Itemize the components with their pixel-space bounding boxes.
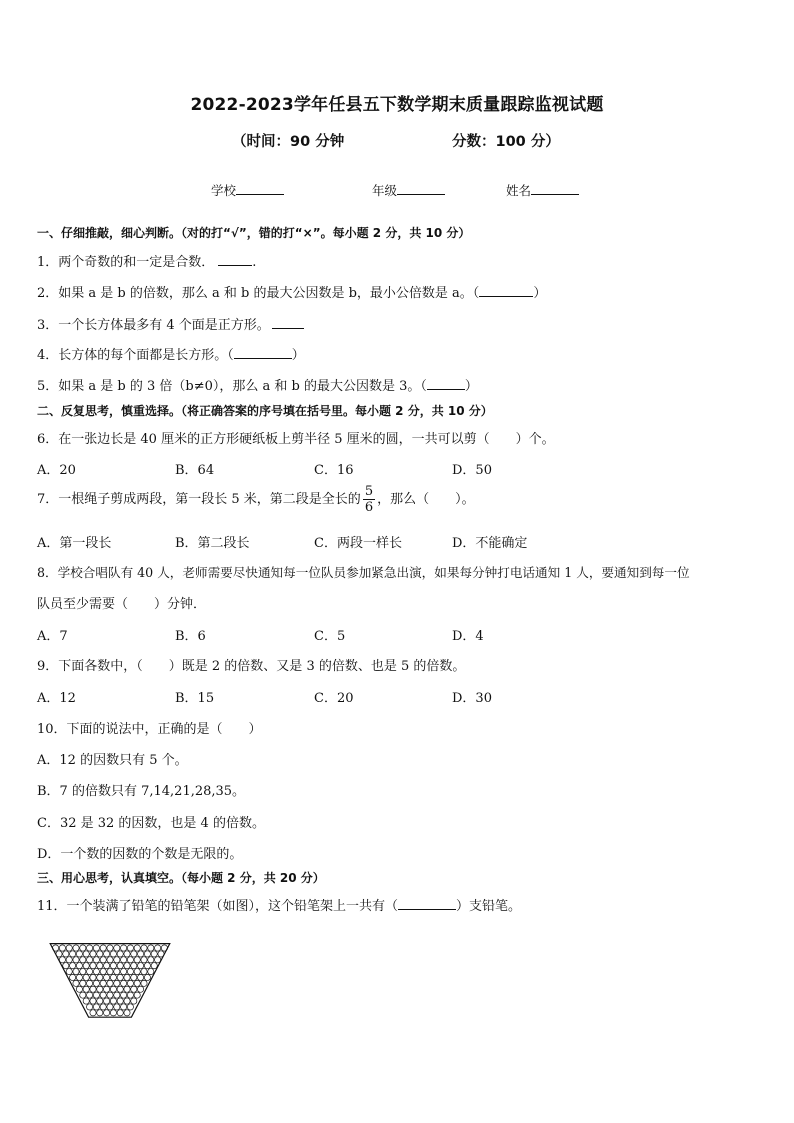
question-2-end: ）: [533, 286, 547, 301]
question-4-end: ）: [291, 348, 305, 363]
section-3-heading: 三、用心思考，认真填空。（每小题 2 分，共 20 分）: [37, 871, 325, 885]
pencil-circle: [83, 986, 89, 992]
question-2-text: 2．如果 a 是 b 的倍数，那么 a 和 b 的最大公因数是 b，最小公倍数是 a。（: [37, 286, 480, 301]
pencil-circle: [138, 974, 144, 980]
question-5-end: ）: [464, 379, 478, 394]
question-9-option-a: A．12: [37, 691, 76, 706]
pencil-circle: [114, 980, 120, 986]
pencil-circle: [97, 951, 103, 957]
question-1: [37, 251, 256, 270]
pencil-circle: [70, 974, 76, 980]
pencil-circle: [63, 951, 69, 957]
pencil-circle: [127, 957, 133, 963]
pencil-circle: [134, 945, 140, 951]
pencil-circle: [141, 968, 147, 974]
pencil-circle: [148, 968, 154, 974]
pencil-circle: [107, 968, 113, 974]
school-blank: [236, 182, 284, 195]
pencil-circle: [100, 957, 106, 963]
pencil-circle: [104, 974, 110, 980]
pencil-circle: [127, 980, 133, 986]
pencil-circle: [87, 957, 93, 963]
question-9: 9．下面各数中，（ ）既是 2 的倍数、又是 3 的倍数、也是 5 的倍数。: [37, 659, 466, 674]
pencil-circle: [117, 963, 123, 969]
pencil-circle: [141, 945, 147, 951]
pencil-circle: [63, 963, 69, 969]
pencil-circle: [93, 957, 99, 963]
pencil-circle: [66, 945, 72, 951]
pencil-circle: [73, 957, 79, 963]
pencil-circle: [104, 998, 110, 1004]
pencil-circle: [97, 998, 103, 1004]
pencil-circle: [66, 968, 72, 974]
question-7-option-b: B．第二段长: [175, 536, 250, 551]
pencil-circle: [124, 986, 130, 992]
pencil-circle: [131, 963, 137, 969]
question-4: [37, 344, 305, 363]
question-8-option-b: B．6: [175, 629, 206, 644]
pencil-circle: [80, 945, 86, 951]
question-1-text: 1．两个奇数的和一定是合数．: [37, 255, 215, 270]
pencil-circle: [110, 998, 116, 1004]
exam-time: （时间：90 分钟: [232, 134, 345, 150]
pencil-circle: [76, 974, 82, 980]
question-11: [37, 895, 521, 914]
pencil-circle: [97, 974, 103, 980]
pencil-circle: [131, 951, 137, 957]
pencil-circle: [134, 992, 140, 998]
section-1-heading: 一、仔细推敲，细心判断。（对的打“√”，错的打“×”。每小题 2 分，共 10 分）: [37, 226, 471, 240]
pencil-circle: [121, 980, 127, 986]
pencil-circle: [104, 986, 110, 992]
pencil-circle: [138, 963, 144, 969]
pencil-circle: [70, 963, 76, 969]
pencil-circle: [97, 963, 103, 969]
pencil-circle: [83, 998, 89, 1004]
pencil-circle: [59, 945, 65, 951]
pencil-circle: [76, 951, 82, 957]
question-8-option-a: A．7: [37, 629, 68, 644]
pencil-circle: [100, 945, 106, 951]
pencil-circle: [148, 945, 154, 951]
question-9-option-b: B．15: [175, 691, 215, 706]
question-8-option-d: D．4: [452, 629, 484, 644]
pencil-circle: [117, 951, 123, 957]
pencil-circle: [121, 1004, 127, 1010]
pencil-circle: [114, 957, 120, 963]
question-4-text: 4．长方体的每个面都是长方形。（: [37, 348, 234, 363]
pencil-circle: [134, 968, 140, 974]
pencil-circle: [124, 963, 130, 969]
question-9-option-c: C．20: [314, 691, 354, 706]
pencil-circle: [148, 957, 154, 963]
pencil-circle: [90, 986, 96, 992]
pencil-circle: [121, 945, 127, 951]
pencil-circle: [104, 963, 110, 969]
name-label: 姓名: [506, 183, 532, 198]
pencil-circle: [93, 992, 99, 998]
pencil-circle: [107, 1004, 113, 1010]
pencil-circle: [117, 1010, 123, 1016]
pencil-circle: [104, 1010, 110, 1016]
pencil-circle: [93, 945, 99, 951]
question-5-text: 5．如果 a 是 b 的 3 倍（b≠0），那么 a 和 b 的最大公因数是 3。（: [37, 379, 427, 394]
pencil-circle: [134, 957, 140, 963]
question-7-option-c: C．两段一样长: [314, 536, 402, 551]
answer-blank: [427, 377, 465, 390]
pencil-circle: [124, 974, 130, 980]
question-8-line-1: 8．学校合唱队有 40 人，老师需要尽快通知每一位队员参加紧急出演，如果每分钟打电话通知 1 人，要通知到每一位: [37, 565, 690, 580]
fraction-denominator: 6: [364, 500, 374, 515]
pencil-circle: [87, 980, 93, 986]
pencil-circle: [87, 992, 93, 998]
pencil-circle: [110, 986, 116, 992]
pencil-circle: [121, 992, 127, 998]
pencil-circle: [87, 968, 93, 974]
pencil-circle: [155, 945, 161, 951]
question-3-text: 3．一个长方体最多有 4 个面是正方形。: [37, 318, 270, 333]
question-5: [37, 375, 478, 394]
pencil-circle: [144, 974, 150, 980]
pencil-circle: [107, 980, 113, 986]
pencil-circle: [93, 968, 99, 974]
question-6-option-d: D．50: [452, 463, 492, 478]
page-title: 2022-2023学年任县五下数学期末质量跟踪监视试题: [190, 95, 604, 115]
pencil-circle: [107, 957, 113, 963]
pencil-circle: [90, 1010, 96, 1016]
question-8-option-c: C．5: [314, 629, 346, 644]
question-7-option-d: D．不能确定: [452, 536, 528, 551]
pencil-circle: [107, 945, 113, 951]
question-6-option-a: A．20: [37, 463, 76, 478]
pencil-circle: [83, 951, 89, 957]
pencil-circle: [134, 980, 140, 986]
pencil-circle: [100, 1004, 106, 1010]
question-10: 10．下面的说法中，正确的是（ ）: [37, 722, 262, 737]
question-7-end: ，那么（ ）。: [377, 492, 475, 507]
pencil-circle: [151, 963, 157, 969]
grade-field: [372, 181, 445, 199]
question-6: 6．在一张边长是 40 厘米的正方形硬纸板上剪半径 5 厘米的圆，一共可以剪（ ）个。: [37, 432, 555, 447]
pencil-circle: [83, 963, 89, 969]
name-blank: [531, 182, 579, 195]
pencil-circle: [117, 974, 123, 980]
question-11-text: 11．一个装满了铅笔的铅笔架（如图），这个铅笔架上一共有（: [37, 899, 399, 914]
question-3: [37, 314, 304, 333]
pencil-circle: [76, 963, 82, 969]
pencil-circle: [90, 974, 96, 980]
pencil-circle: [70, 951, 76, 957]
pencil-circle: [114, 945, 120, 951]
name-field: [506, 181, 579, 199]
pencil-rack-icon: [48, 942, 172, 1028]
pencil-circle: [66, 957, 72, 963]
question-10-option-a: A．12 的因数只有 5 个。: [37, 753, 188, 768]
pencil-circle: [121, 968, 127, 974]
pencil-circle: [114, 1004, 120, 1010]
pencil-circle: [93, 980, 99, 986]
pencil-rack-figure: [48, 942, 172, 1028]
pencil-circle: [97, 1010, 103, 1016]
question-9-option-d: D．30: [452, 691, 492, 706]
pencil-circle: [73, 980, 79, 986]
pencil-circle: [90, 963, 96, 969]
pencil-circle: [121, 957, 127, 963]
pencil-circle: [131, 974, 137, 980]
question-6-option-b: B．64: [175, 463, 215, 478]
pencil-circle: [141, 980, 147, 986]
pencil-circle: [107, 992, 113, 998]
grade-label: 年级: [372, 183, 398, 198]
pencil-circle: [73, 945, 79, 951]
pencil-circle: [87, 945, 93, 951]
answer-blank: [479, 284, 533, 297]
pencil-circle: [127, 945, 133, 951]
pencil-circle: [87, 1004, 93, 1010]
pencil-circle: [110, 1010, 116, 1016]
pencil-circle: [124, 951, 130, 957]
pencil-circle: [110, 951, 116, 957]
school-field: [211, 181, 284, 199]
pencil-circle: [131, 998, 137, 1004]
question-10-option-b: B．7 的倍数只有 7,14,21,28,35。: [37, 784, 246, 799]
pencil-circle: [141, 957, 147, 963]
answer-blank: [218, 253, 252, 266]
pencil-circle: [114, 992, 120, 998]
pencil-circle: [127, 968, 133, 974]
pencil-circle: [124, 1010, 130, 1016]
question-2: [37, 282, 546, 301]
pencil-circle: [93, 1004, 99, 1010]
pencil-circle: [104, 951, 110, 957]
pencil-circle: [110, 963, 116, 969]
exam-score: 分数：100 分）: [452, 134, 560, 150]
pencil-circle: [90, 951, 96, 957]
pencil-circle: [83, 974, 89, 980]
pencil-circle: [127, 1004, 133, 1010]
pencil-circle: [138, 986, 144, 992]
question-8-line-2: 队员至少需要（ ）分钟．: [37, 597, 207, 612]
question-6-option-c: C．16: [314, 463, 354, 478]
pencil-circle: [131, 986, 137, 992]
pencil-circle: [80, 992, 86, 998]
pencil-circle: [144, 963, 150, 969]
pencil-circle: [80, 980, 86, 986]
question-7-option-a: A．第一段长: [37, 536, 112, 551]
answer-blank: [398, 897, 456, 910]
section-2-heading: 二、反复思考，慎重选择。（将正确答案的序号填在括号里。每小题 2 分，共 10 分）: [37, 404, 493, 418]
pencil-circle: [100, 992, 106, 998]
pencil-circle: [90, 998, 96, 1004]
pencil-circle: [97, 986, 103, 992]
answer-blank: [234, 346, 292, 359]
pencil-circle: [117, 986, 123, 992]
pencil-circle: [138, 951, 144, 957]
question-10-option-c: C．32 是 32 的因数，也是 4 的倍数。: [37, 816, 265, 831]
grade-blank: [397, 182, 445, 195]
pencil-circle: [100, 980, 106, 986]
answer-blank: [272, 316, 304, 329]
question-10-option-d: D．一个数的因数的个数是无限的。: [37, 847, 243, 862]
pencil-circle: [124, 998, 130, 1004]
question-7: [37, 484, 475, 515]
pencil-circle: [76, 986, 82, 992]
question-11-end: ）支铅笔。: [456, 899, 522, 914]
pencil-circle: [110, 974, 116, 980]
pencil-circle: [80, 957, 86, 963]
pencil-circle: [127, 992, 133, 998]
fraction: [363, 484, 375, 515]
pencil-circle: [114, 968, 120, 974]
pencil-circle: [100, 968, 106, 974]
pencil-circle: [117, 998, 123, 1004]
question-1-end: .: [252, 255, 257, 270]
pencil-circle: [151, 951, 157, 957]
pencil-circle: [80, 968, 86, 974]
fraction-numerator: 5: [364, 484, 374, 499]
pencil-circle: [144, 951, 150, 957]
question-7-text: 7．一根绳子剪成两段，第一段长 5 米，第二段是全长的: [37, 492, 361, 507]
school-label: 学校: [211, 183, 237, 198]
pencil-circle: [73, 968, 79, 974]
